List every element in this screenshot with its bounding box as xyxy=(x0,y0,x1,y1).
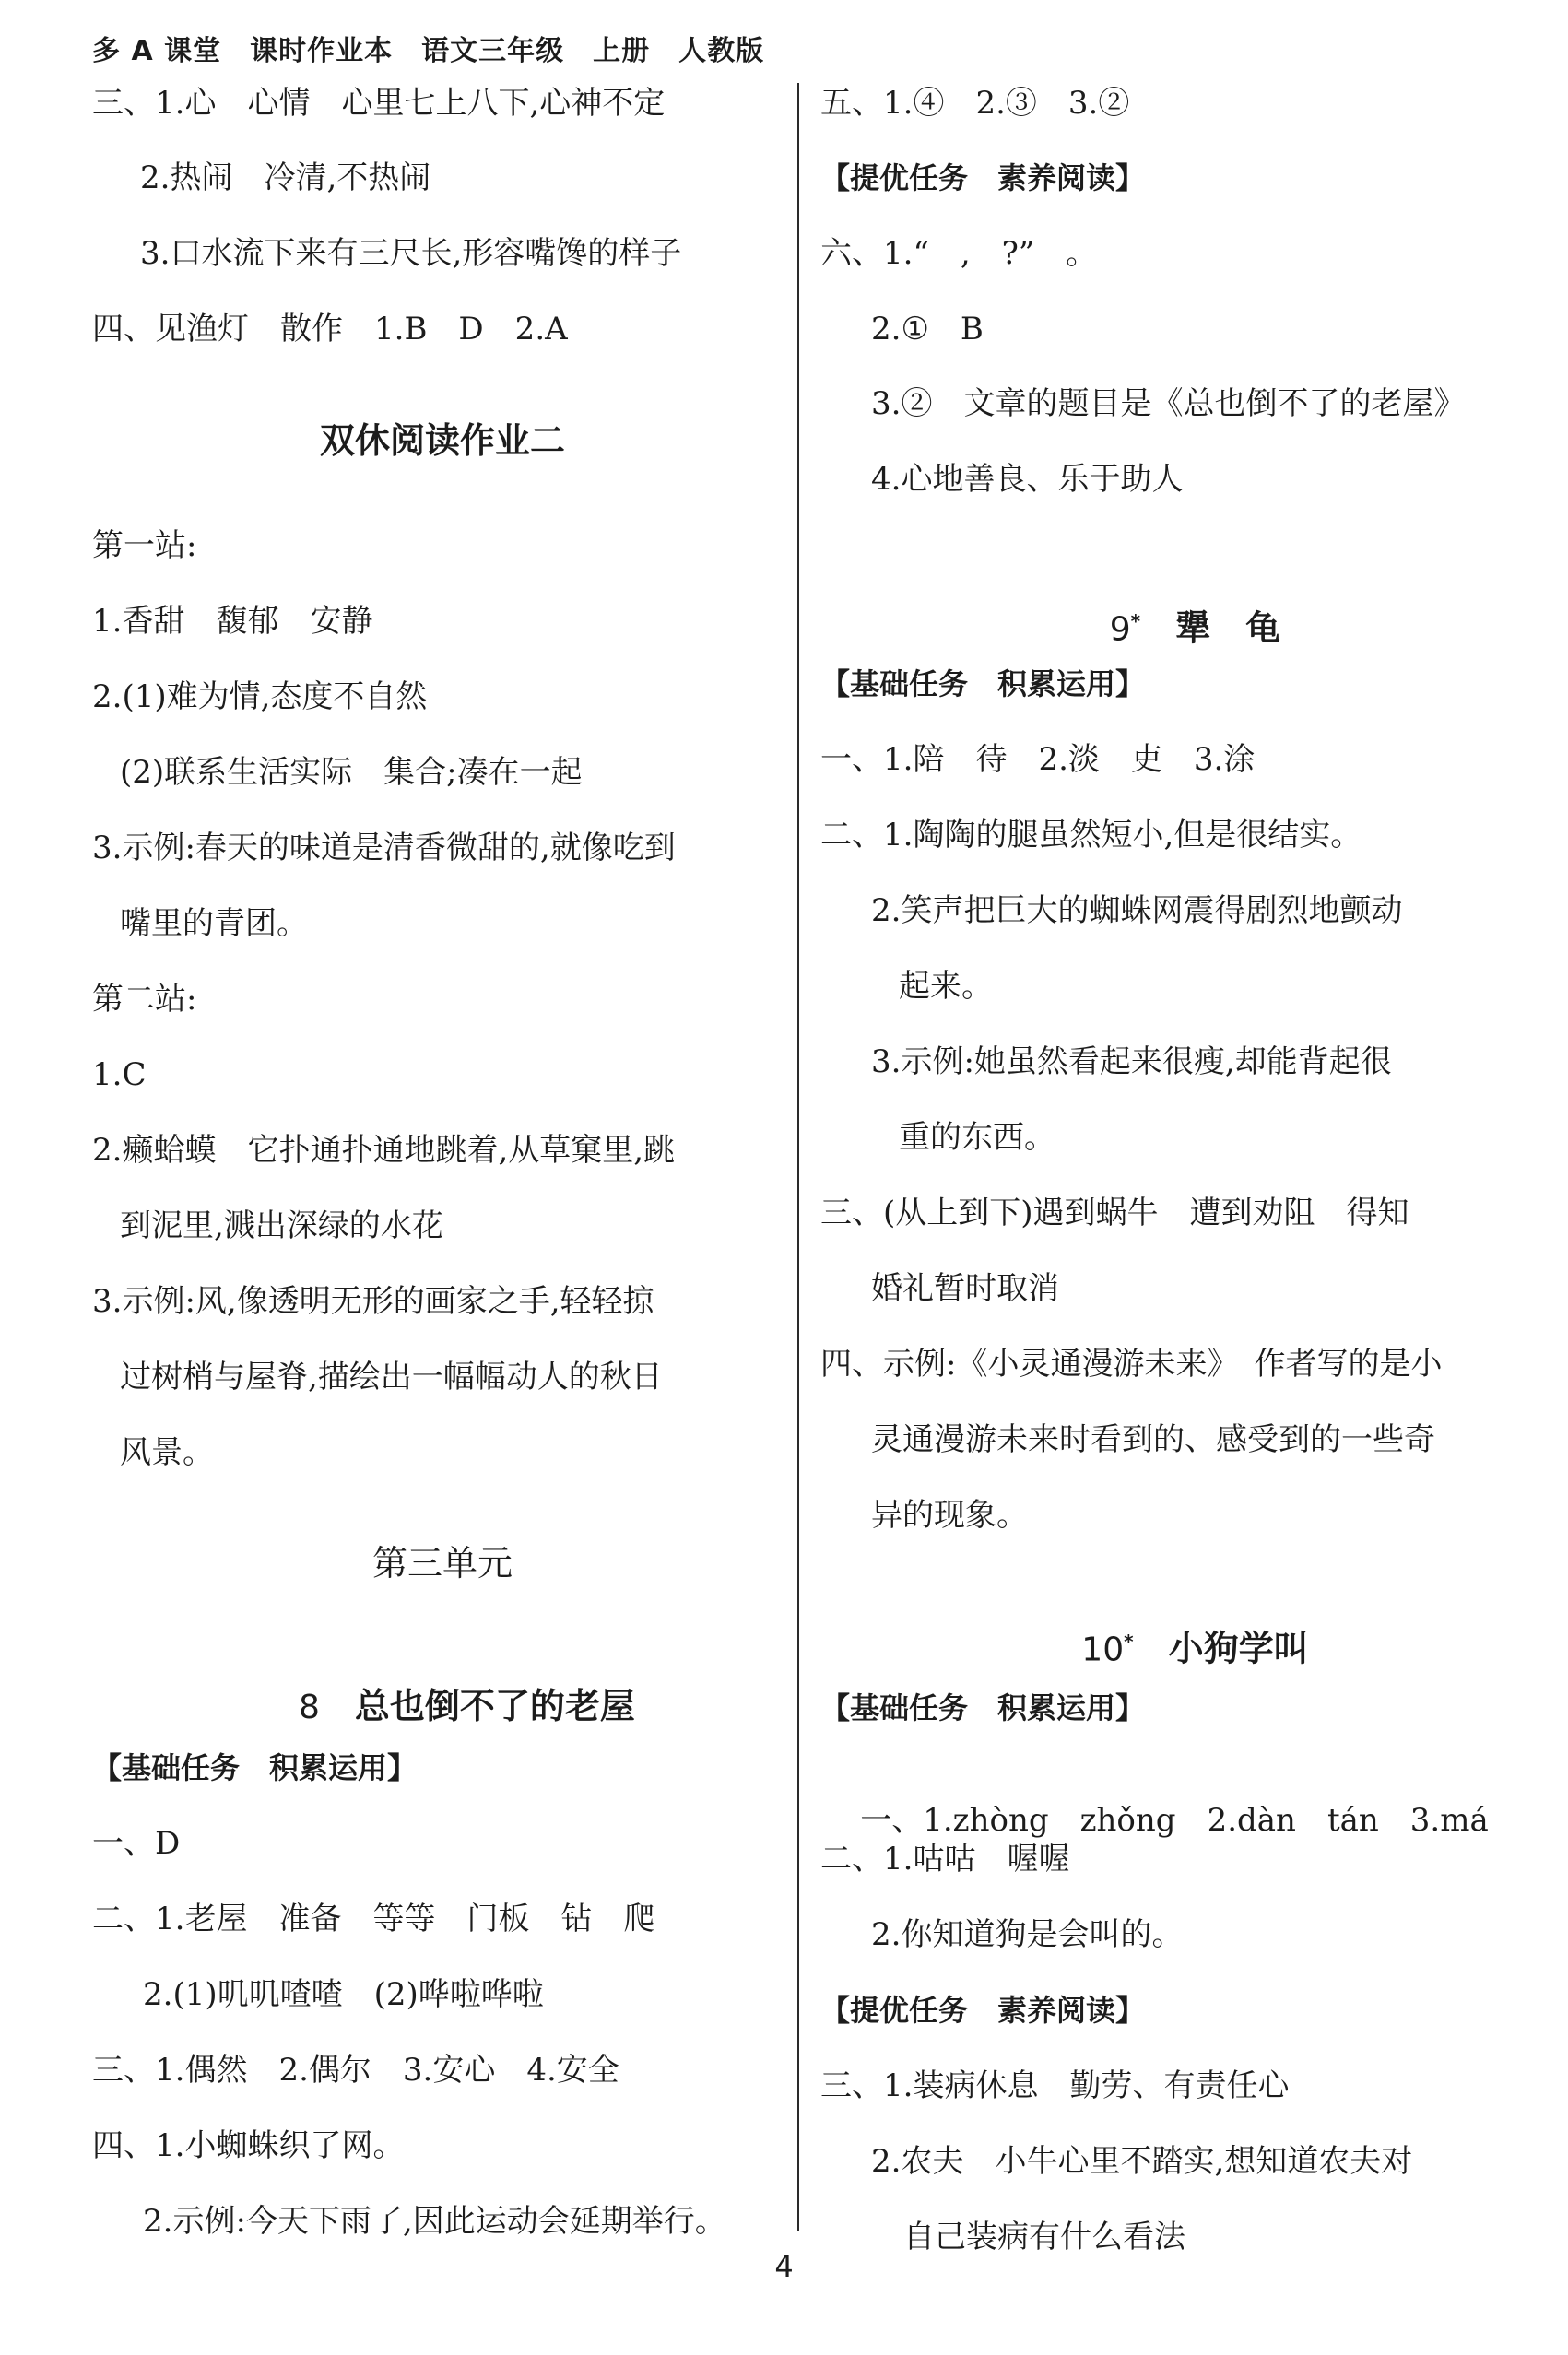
column-divider xyxy=(797,83,799,2231)
answer-line: 2.癞蛤蟆 它扑通扑通地跳着,从草窠里,跳 xyxy=(92,1132,676,1169)
answer-line: 3.示例:风,像透明无形的画家之手,轻轻掠 xyxy=(92,1283,654,1320)
answer-line: 二、1.陶陶的腿虽然短小,但是很结实。 xyxy=(820,817,1362,854)
unit-title: 第三单元 xyxy=(371,1543,513,1584)
answer-line: 三、1.心 心情 心里七上八下,心神不定 xyxy=(92,85,666,122)
answer-line: 三、1.偶然 2.偶尔 3.安心 4.安全 xyxy=(92,2052,619,2089)
answer-line: 一、1.陪 待 2.淡 吏 3.涂 xyxy=(820,741,1256,778)
answer-line: 嘴里的青团。 xyxy=(120,905,308,942)
answer-line: 自己装病有什么看法 xyxy=(903,2219,1185,2255)
answer-line: 第二站: xyxy=(92,981,197,1018)
lesson-number: 9 xyxy=(1109,610,1131,649)
answer-line: 起来。 xyxy=(899,968,993,1005)
answer-line: 3.示例:春天的味道是清香微甜的,就像吃到 xyxy=(92,830,676,866)
answer-line: 六、1.“ , ?” 。 xyxy=(820,235,1098,272)
pinyin-item: tán xyxy=(1326,1802,1379,1839)
answer-line: 2.① B xyxy=(871,311,984,347)
pinyin-item: 一、1.zhòng xyxy=(860,1802,1049,1839)
answer-line: 第一站: xyxy=(92,527,197,564)
answer-line: 异的现象。 xyxy=(871,1497,1028,1534)
task-heading: 【提优任务 素养阅读】 xyxy=(820,160,1146,195)
answer-line: 婚礼暂时取消 xyxy=(871,1270,1059,1307)
answer-line: 五、1.④ 2.③ 3.② xyxy=(820,85,1130,122)
answer-line: 2.(1)叽叽喳喳 (2)哗啦哗啦 xyxy=(143,1976,544,2013)
lesson-star: * xyxy=(1130,610,1141,632)
answer-line: 四、1.小蜘蛛织了网。 xyxy=(92,2127,405,2164)
pinyin-item: zhǒng xyxy=(1079,1802,1176,1839)
answer-line: 二、1.咕咕 喔喔 xyxy=(820,1841,1070,1878)
answer-line: 三、(从上到下)遇到蜗牛 遭到劝阻 得知 xyxy=(820,1195,1409,1231)
task-heading: 【基础任务 积累运用】 xyxy=(820,666,1146,701)
answer-line: 三、1.装病休息 勤劳、有责任心 xyxy=(820,2067,1290,2104)
lesson-name: 小狗学叫 xyxy=(1168,1628,1309,1669)
task-heading: 【提优任务 素养阅读】 xyxy=(820,1993,1146,2028)
answer-line: 3.② 文章的题目是《总也倒不了的老屋》 xyxy=(871,385,1466,422)
answer-line: 2.(1)难为情,态度不自然 xyxy=(92,678,428,715)
answer-line: 2.热闹 冷清,不热闹 xyxy=(140,159,431,196)
answer-line: 一、D xyxy=(92,1825,181,1862)
answer-line: 1.C xyxy=(92,1056,147,1093)
answer-line: 二、1.老屋 准备 等等 门板 钻 爬 xyxy=(92,1901,655,1937)
answer-line: 到泥里,溅出深绿的水花 xyxy=(120,1207,443,1244)
pinyin-item: 2.dàn xyxy=(1207,1802,1296,1839)
task-heading: 【基础任务 积累运用】 xyxy=(820,1690,1146,1725)
answer-line: (2)联系生活实际 集合;凑在一起 xyxy=(120,754,583,791)
page-header: 多 A 课堂 课时作业本 语文三年级 上册 人教版 xyxy=(92,35,765,67)
answer-line: 灵通漫游未来时看到的、感受到的一些奇 xyxy=(871,1421,1435,1458)
answer-line: 2.农夫 小牛心里不踏实,想知道农夫对 xyxy=(871,2143,1413,2180)
answer-line: 四、示例:《小灵通漫游未来》 作者写的是小 xyxy=(820,1346,1443,1383)
answer-line: 四、见渔灯 散作 1.B D 2.A xyxy=(92,311,568,347)
section-title: 双休阅读作业二 xyxy=(319,420,565,461)
lesson-number: 10 xyxy=(1081,1631,1125,1669)
pinyin-item: 3.má xyxy=(1409,1802,1489,1839)
lesson-name: 犟 龟 xyxy=(1175,607,1281,649)
answer-line: 2.示例:今天下雨了,因此运动会延期举行。 xyxy=(143,2203,726,2240)
answer-line: 1.香甜 馥郁 安静 xyxy=(92,603,373,640)
answer-line: 3.口水流下来有三尺长,形容嘴馋的样子 xyxy=(140,235,682,272)
page-number: 4 xyxy=(774,2249,794,2284)
answer-line: 2.笑声把巨大的蜘蛛网震得剧烈地颤动 xyxy=(871,892,1403,929)
answer-line: 重的东西。 xyxy=(899,1119,1055,1156)
answer-line: 风景。 xyxy=(120,1434,214,1471)
answer-line: 3.示例:她虽然看起来很瘦,却能背起很 xyxy=(871,1043,1392,1080)
lesson-star: * xyxy=(1124,1631,1134,1653)
answer-line: 2.你知道狗是会叫的。 xyxy=(871,1916,1184,1953)
answer-line: 过树梢与屋脊,描绘出一幅幅动人的秋日 xyxy=(120,1359,663,1395)
lesson-name: 总也倒不了的老屋 xyxy=(354,1686,635,1726)
task-heading: 【基础任务 积累运用】 xyxy=(92,1750,418,1785)
lesson-number: 8 xyxy=(298,1689,320,1726)
answer-line: 4.心地善良、乐于助人 xyxy=(871,461,1184,498)
